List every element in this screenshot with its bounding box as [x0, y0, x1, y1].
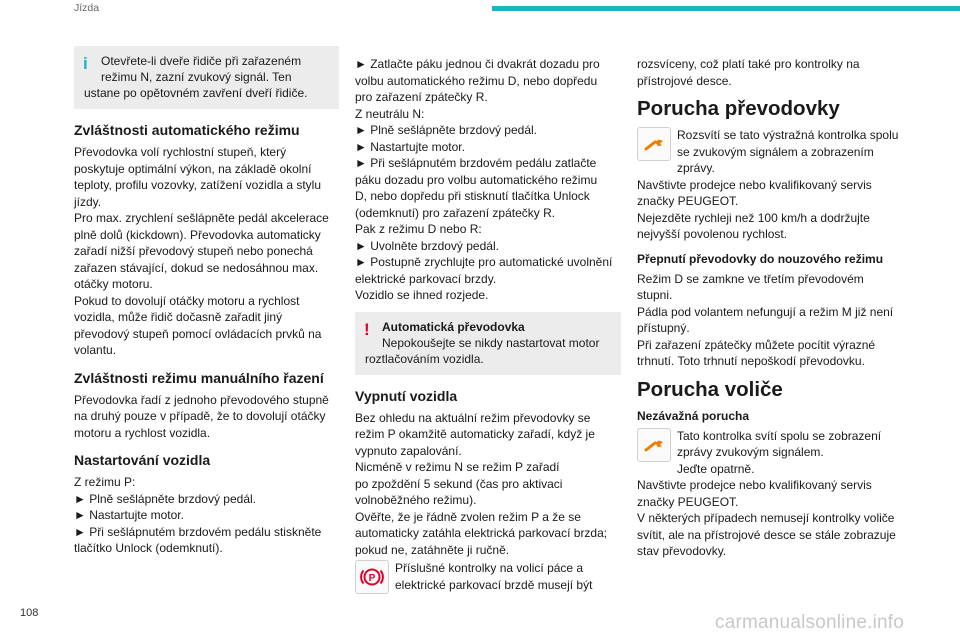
text-line: Bez ohledu na aktuální režim převodovky se: [355, 410, 591, 425]
text-line: pokud ne, zatáhněte ji ručně.: [355, 542, 510, 557]
subheading-emergency-mode: Přepnutí převodovky do nouzového režimu: [637, 251, 884, 266]
text-line: Navštivte prodejce nebo kvalifikovaný servis: [637, 177, 872, 192]
text-line: teploty, profilu vozovky, zatížení vozidla a stylu: [74, 178, 322, 192]
text-line: Vozidlo se ihned rozjede.: [355, 288, 489, 302]
column-left: [74, 46, 339, 565]
gearbox-fault-para: [637, 127, 905, 160]
section-text-switching-off: [355, 410, 621, 559]
text-line: převodový stupeň pomocí ovládacích prvků na: [74, 326, 322, 341]
text-line: rozsvíceny, což platí také pro kontrolky na: [637, 57, 860, 71]
text-line: Převodovka řadí z jednoho převodového stupně: [74, 392, 329, 407]
text-line: režim P okamžitě automaticky zařadí, když je: [355, 427, 595, 441]
text-line: Z režimu P:: [74, 475, 136, 489]
text-line: se zvukovým signálem a zobrazením: [677, 144, 874, 159]
text-line: otáčky motoru.: [74, 277, 153, 291]
text-line: plně dolů (kickdown). Převodovka automaticky: [74, 227, 321, 242]
text-line: Převodovka volí rychlostní stupeň, který: [74, 145, 287, 159]
text-line: volnoběžného režimu).: [355, 493, 477, 507]
section-title-switching-off: Vypnutí vozidla: [355, 387, 458, 404]
warning-note-title: Automatická převodovka: [382, 319, 525, 334]
text-line: zařazen stávající, dokud se nedosáhnou max.: [74, 260, 319, 275]
text-line: automaticky zatáhla elektrická parkovací brzda;: [355, 526, 608, 540]
text-line: po zpoždění 5 sekund (čas pro aktivaci: [355, 476, 563, 491]
text-line: přístupný.: [637, 321, 690, 335]
text-line: značky PEUGEOT.: [637, 194, 739, 208]
starting-continued-text: [355, 56, 621, 304]
emergency-mode-text: [637, 271, 905, 370]
text-line: Pokud to dovolují otáčky motoru a rychlost: [74, 293, 300, 308]
warning-icon: !: [364, 319, 370, 339]
text-line: volbu automatického režimu D, nebo dopředu: [355, 73, 598, 88]
header-accent-bar: [492, 6, 960, 11]
warning-note: [355, 312, 621, 375]
text-line: svítit, ale na přístrojové desce se stále zobrazuje: [637, 527, 896, 542]
heading-gearbox-fault: Porucha převodovky: [637, 97, 840, 120]
text-line: elektrické parkovací brzdě musejí být: [395, 577, 593, 592]
text-line: pro zařazení zpátečky R.: [355, 90, 488, 104]
text-line: zprávy zvukovým signálem.: [677, 445, 824, 459]
text-line: ► Zatlačte páku jednou či dvakrát dozadu pro: [355, 57, 600, 71]
text-line: (odemknutí) pro zařazení zpátečky R.: [355, 205, 556, 220]
text-line: páku dozadu pro volbu automatického režimu: [355, 172, 598, 187]
text-line: Příslušné kontrolky na volicí páce a: [395, 561, 584, 575]
parking-brake-indicator-para: [355, 560, 621, 593]
text-line: stupni.: [637, 288, 673, 302]
text-line: ► Nastartujte motor.: [355, 139, 465, 154]
text-line: nejvyšší povolenou rychlost.: [637, 227, 788, 241]
section-title-manual-mode: Zvláštnosti režimu manuálního řazení: [74, 369, 324, 386]
text-line: ► Plně sešlápněte brzdový pedál.: [74, 491, 256, 506]
text-line: Pádla pod volantem nefungují a režim M již není: [637, 304, 894, 319]
text-line: Navštivte prodejce nebo kvalifikovaný servis: [637, 478, 872, 492]
text-line: zprávy.: [677, 161, 715, 175]
info-icon: i: [83, 54, 88, 73]
text-line: trhnutí. Toto trhnutí nepoškodí převodovku.: [637, 354, 865, 368]
text-line: V některých případech nemusejí kontrolky voliče: [637, 511, 895, 525]
text-line: přístrojové desce.: [637, 73, 732, 88]
section-text-starting: [74, 474, 339, 557]
warning-note-line: roztlačováním vozidla.: [365, 351, 484, 366]
text-line: ► Uvolněte brzdový pedál.: [355, 238, 499, 253]
text-line: Nicméně v režimu N se režim P zařadí: [355, 460, 560, 474]
text-line: ► Při sešlápnutém brzdovém pedálu zatlačte: [355, 156, 597, 170]
warning-note-line: Nepokoušejte se nikdy nastartovat motor: [382, 335, 600, 350]
text-line: D, nebo dopředu při stisknutí tlačítka Unlock: [355, 189, 590, 203]
page-number: 108: [20, 607, 39, 619]
svg-text:P: P: [368, 573, 376, 584]
text-line: ► Plně sešlápněte brzdový pedál.: [355, 123, 537, 137]
info-note-line: ustane po opětovném zavření dveří řidiče.: [84, 86, 308, 100]
info-note-line: režimu N, zazní zvukový signál. Ten: [101, 70, 292, 84]
text-line: Tato kontrolka svítí spolu se zobrazení: [677, 428, 882, 443]
minor-fault-text: [637, 461, 905, 560]
text-line: Jeďte opatrně.: [677, 461, 755, 476]
text-line: jízdy.: [74, 194, 102, 209]
gearbox-fault-text: [637, 160, 905, 243]
section-title-starting: Nastartování vozidla: [74, 452, 211, 468]
running-header-section: Jízda: [74, 2, 100, 14]
subheading-minor-fault: Nezávažná porucha: [637, 408, 750, 423]
indicator-continued-text: [637, 56, 905, 89]
wrench-warning-icon: [637, 127, 671, 161]
parking-brake-warning-icon: [355, 560, 389, 594]
text-line: na druhý pouze v případě, že to dovolují otáčky: [74, 409, 326, 423]
text-line: Pro max. zrychlení sešlápněte pedál akcelerace: [74, 211, 329, 225]
text-line: Rozsvítí se tato výstražná kontrolka spolu: [677, 128, 899, 142]
text-line: Při zařazení zpátečky můžete pocítit výrazné: [637, 337, 876, 352]
text-line: Pak z režimu D nebo R:: [355, 222, 482, 236]
column-middle: [355, 56, 621, 594]
text-line: volantu.: [74, 343, 117, 357]
text-line: tlačítko Unlock (odemknutí).: [74, 541, 223, 555]
text-line: motoru a rychlost vozidla.: [74, 425, 211, 440]
text-line: ► Nastartujte motor.: [74, 508, 184, 522]
heading-selector-fault: Porucha voliče: [637, 377, 783, 401]
text-line: Z neutrálu N:: [355, 106, 425, 121]
text-line: vypnuto zapalování.: [355, 443, 462, 458]
text-line: Ověřte, že je řádně zvolen režim P a že se: [355, 509, 581, 524]
column-right: [637, 56, 905, 568]
wrench-warning-icon: [637, 428, 671, 462]
section-text-manual-mode: [74, 392, 339, 442]
text-line: značky PEUGEOT.: [637, 494, 739, 509]
text-line: Režim D se zamkne ve třetím převodovém: [637, 271, 864, 286]
watermark: carmanualsonline.info: [715, 612, 905, 633]
section-text-automatic-mode: [74, 144, 339, 359]
text-line: poskytuje optimální výkon, na základě okolní: [74, 161, 312, 176]
text-line: stav převodovky.: [637, 544, 727, 558]
text-line: ► Při sešlápnutém brzdovém pedálu stiskněte: [74, 524, 322, 539]
text-line: zařadí nižší převodový stupeň nebo ponechá: [74, 244, 313, 258]
info-note: [74, 46, 339, 109]
text-line: ► Postupně zrychlujte pro automatické uvolnění: [355, 255, 613, 269]
info-note-line: Otevřete-li dveře řidiče při zařazeném: [101, 54, 302, 68]
section-title-automatic-mode: Zvláštnosti automatického režimu: [74, 122, 300, 138]
text-line: elektrické parkovací brzdy.: [355, 271, 497, 286]
text-line: vozidla, může řidič dočasně zařadit jiný: [74, 310, 283, 324]
text-line: Nejezděte rychleji než 100 km/h a dodržujte: [637, 210, 870, 225]
minor-fault-para: [637, 428, 905, 461]
